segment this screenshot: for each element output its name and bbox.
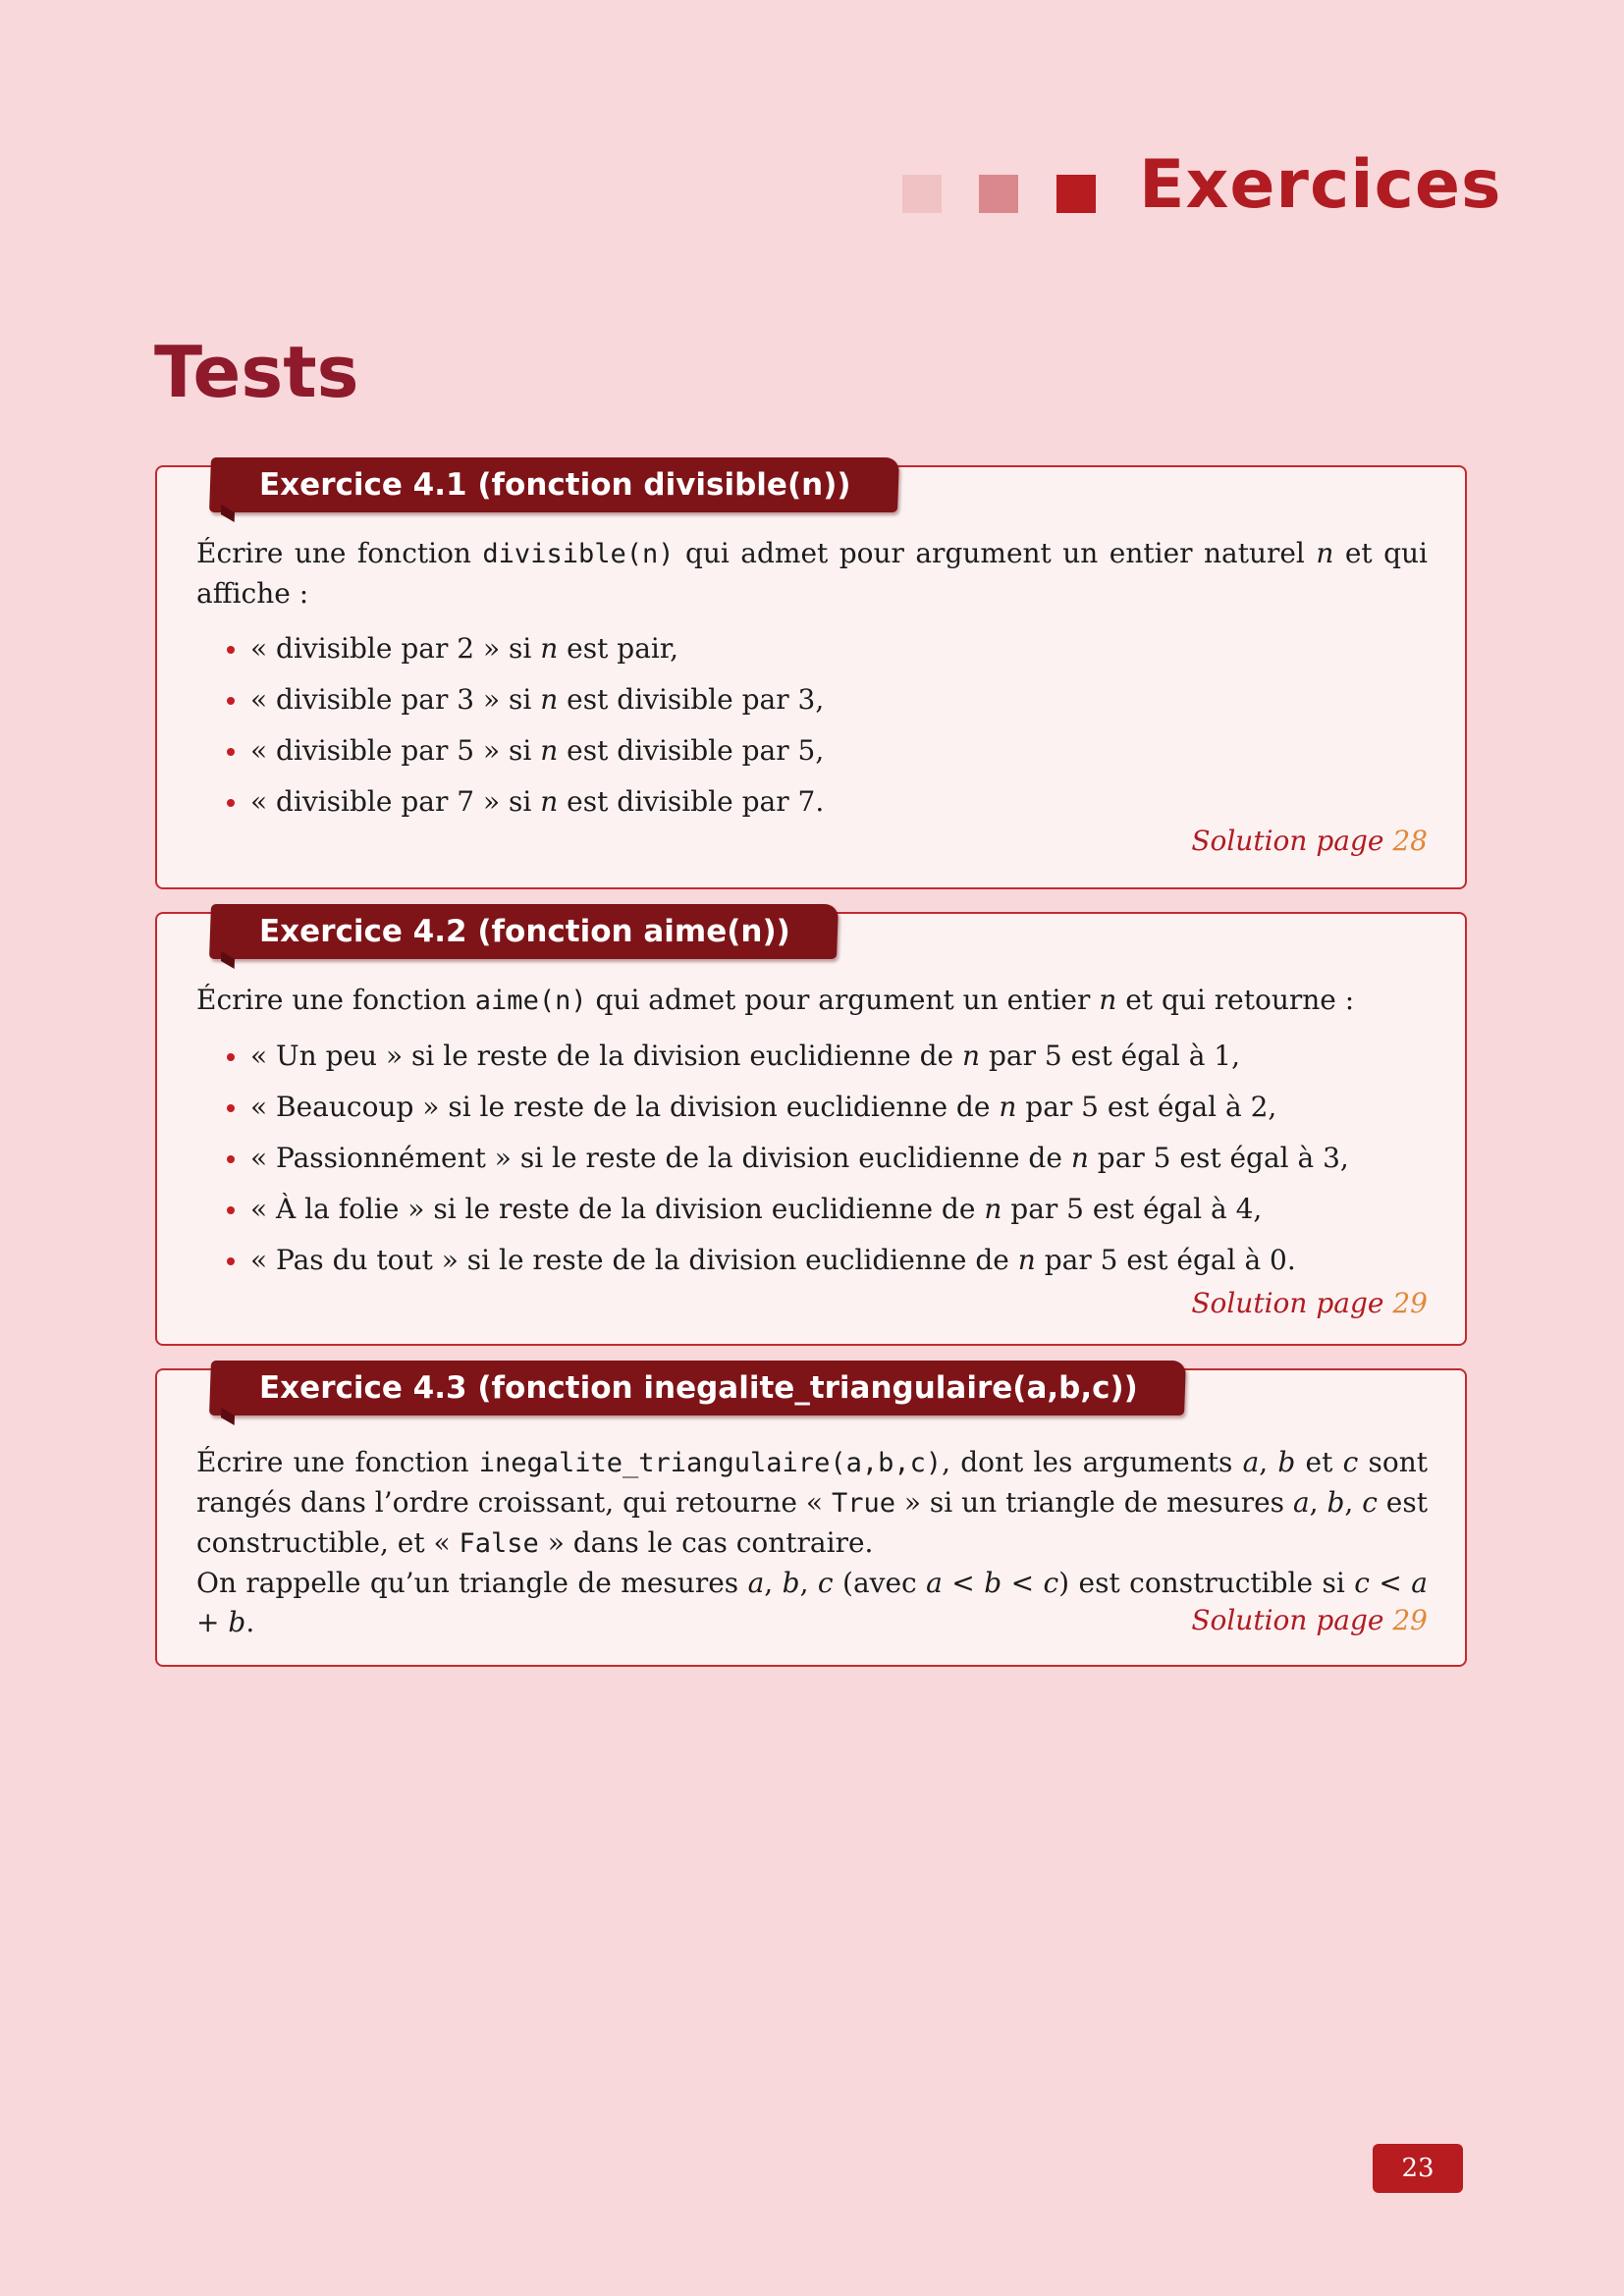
page-number: 23 bbox=[1373, 2144, 1463, 2193]
list-item: « À la folie » si le reste de la division euclidienne de n par 5 est égal à 4, bbox=[250, 1184, 1428, 1235]
exercise-reminder: On rappelle qu’un triangle de mesures a, b, c (avec a < b < c) est constructible si c < a + b. bbox=[196, 1567, 1428, 1638]
solution-link[interactable]: Solution page 29 bbox=[1191, 1287, 1428, 1319]
code-fragment: inegalite_triangulaire(a,b,c) bbox=[478, 1448, 943, 1478]
exercise-tab bbox=[209, 904, 839, 959]
exercise-tab bbox=[209, 1361, 1186, 1415]
exercise-statement: Écrire une fonction inegalite_triangulaire(a,b,c), dont les arguments a, b et c sont rangés dans l’ordre croissant, qui retourne « True » si un triangle de mesures a, b, c est constructible, et « False » dans le cas contraire. bbox=[196, 1446, 1428, 1559]
exercise-title: Exercice 4.1 (fonction divisible(n)) bbox=[259, 467, 851, 503]
code-fragment: divisible(n) bbox=[482, 539, 675, 569]
exercise-tab bbox=[209, 457, 899, 512]
solution-link[interactable]: Solution page 29 bbox=[1191, 1604, 1428, 1636]
solution-page-number: 29 bbox=[1392, 1604, 1428, 1636]
exercise-statement: Écrire une fonction aime(n) qui admet pour argument un entier n et qui retourne : bbox=[196, 984, 1355, 1016]
exercise-body bbox=[196, 534, 1428, 828]
list-item: « divisible par 5 » si n est divisible par 5, bbox=[250, 725, 1428, 776]
header-square-medium bbox=[979, 175, 1018, 213]
list-item: « Pas du tout » si le reste de la division euclidienne de n par 5 est égal à 0. bbox=[250, 1235, 1428, 1286]
solution-page-number: 28 bbox=[1392, 825, 1428, 857]
section-title: Tests bbox=[154, 331, 359, 413]
list-item: « Passionnément » si le reste de la division euclidienne de n par 5 est égal à 3, bbox=[250, 1133, 1428, 1184]
exercise-title: Exercice 4.3 (fonction inegalite_triangulaire(a,b,c)) bbox=[259, 1370, 1138, 1406]
list-item: « Un peu » si le reste de la division euclidienne de n par 5 est égal à 1, bbox=[250, 1031, 1428, 1082]
header-square-dark bbox=[1056, 175, 1096, 213]
header-square-light bbox=[902, 175, 942, 213]
exercise-statement: Écrire une fonction divisible(n) qui admet pour argument un entier naturel n et qui affiche : bbox=[196, 537, 1428, 610]
math-variable: n bbox=[1316, 537, 1334, 569]
list-item: « divisible par 2 » si n est pair, bbox=[250, 623, 1428, 674]
bullet-list bbox=[196, 1031, 1428, 1286]
math-variable: n bbox=[1099, 984, 1117, 1016]
exercise-box-4-2 bbox=[155, 912, 1467, 1346]
chapter-title: Exercices bbox=[1139, 146, 1502, 224]
solution-page-number: 29 bbox=[1392, 1287, 1428, 1319]
exercise-body bbox=[196, 981, 1428, 1286]
list-item: « Beaucoup » si le reste de la division euclidienne de n par 5 est égal à 2, bbox=[250, 1082, 1428, 1133]
exercise-box-4-3 bbox=[155, 1368, 1467, 1667]
code-fragment: True bbox=[831, 1488, 895, 1519]
bullet-list bbox=[196, 623, 1428, 828]
list-item: « divisible par 7 » si n est divisible par 7. bbox=[250, 776, 1428, 828]
list-item: « divisible par 3 » si n est divisible par 3, bbox=[250, 674, 1428, 725]
code-fragment: False bbox=[459, 1528, 539, 1559]
exercise-box-4-1 bbox=[155, 465, 1467, 889]
exercise-title: Exercice 4.2 (fonction aime(n)) bbox=[259, 914, 790, 949]
code-fragment: aime(n) bbox=[474, 986, 587, 1016]
solution-link[interactable]: Solution page 28 bbox=[1191, 825, 1428, 857]
